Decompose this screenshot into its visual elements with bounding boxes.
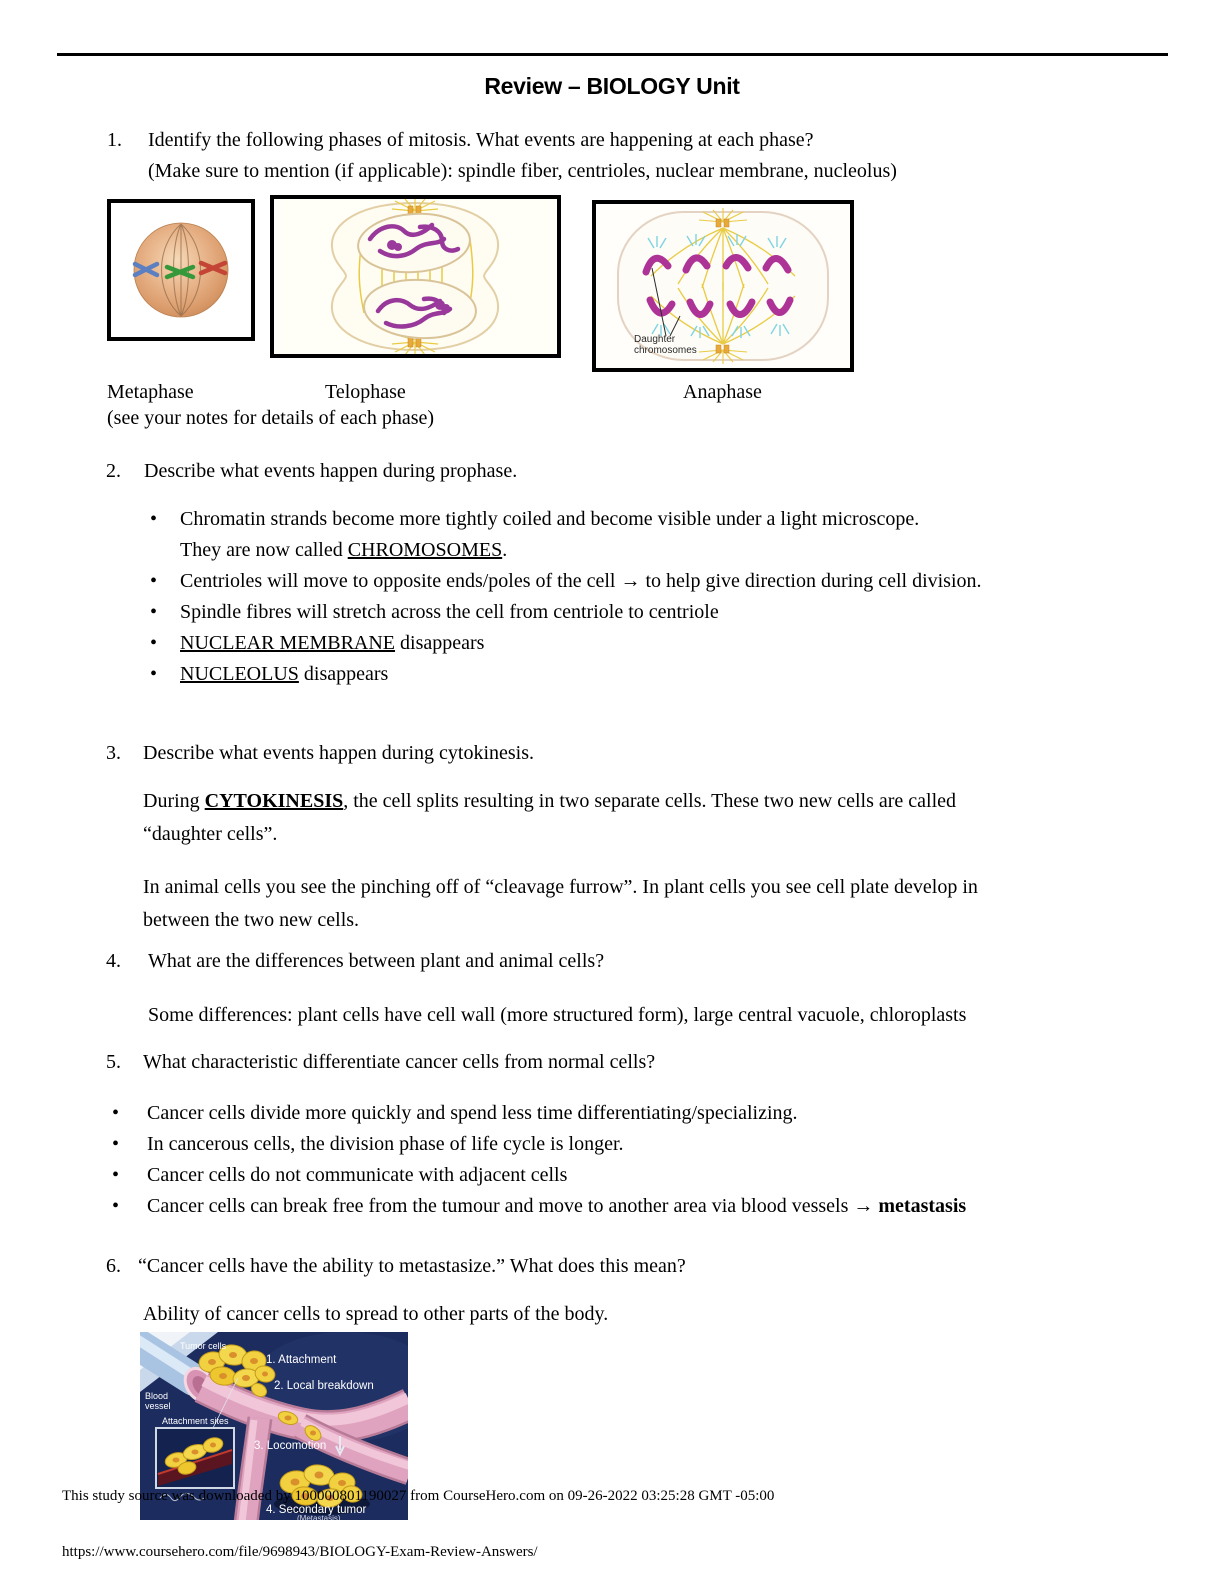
top-rule [57,53,1168,56]
bullet-item [112,1160,1162,1191]
question-2 [106,456,1126,487]
bullet-item [112,1098,1162,1129]
bullet-text [180,628,484,659]
step-2-label: 2. Local breakdown [274,1380,374,1392]
attachment-sites-label: Attachment sites [162,1416,229,1426]
anaphase-image [592,200,854,372]
bullet-item [150,628,1160,659]
question-4-answer: Some differences: plant cells have cell wall (more structured form), large central vacuole, chloroplasts [148,1004,967,1026]
question-3-answer-1 [143,785,1153,851]
bullet-5-underlined: NUCLEOLUS [180,663,299,685]
question-6-number: 6. [106,1255,121,1277]
question-5-bullets [112,1098,1162,1222]
bullet-4-underlined: NUCLEAR MEMBRANE [180,632,396,654]
q3-p1-keyword: CYTOKINESIS [204,790,344,812]
question-4-text: What are the differences between plant and animal cells? [148,950,605,972]
annotation-label-line2: chromosomes [634,345,697,356]
bullet-text: Cancer cells divide more quickly and spend less time differentiating/specializing. [147,1102,798,1124]
bullet-glyph: • [150,663,158,685]
q5-b4-keyword: metastasis [878,1195,967,1217]
question-5-number: 5. [106,1051,121,1073]
question-3-text: Describe what events happen during cytokinesis. [143,742,535,764]
bullet-item [150,566,1160,597]
bullet-text: In cancerous cells, the division phase of life cycle is longer. [147,1133,624,1155]
bullet-text [180,504,919,566]
bullet-text: Centrioles will move to opposite ends/poles of the cell → to help give direction during cell division. [180,570,982,592]
q3-p1-pre: During [143,790,205,812]
step-1-label: 1. Attachment [266,1354,337,1366]
question-1 [107,125,1127,187]
step-4-sublabel: (Metastasis) [297,1514,341,1520]
question-4 [106,946,1126,977]
label-anaphase: Anaphase [683,381,762,403]
label-telophase: Telophase [325,381,406,403]
metaphase-image [107,199,255,341]
bullet-glyph: • [150,632,158,654]
bullet-glyph: • [150,601,158,623]
bullet-1-line2-pre: They are now called [180,539,348,561]
question-3 [106,738,1126,769]
bullet-glyph: • [112,1133,120,1155]
bullet-item [112,1129,1162,1160]
bullet-text: Cancer cells do not communicate with adjacent cells [147,1164,568,1186]
bullet-1-line2-post: . [502,539,508,561]
step-3-label: 3. Locomotion [254,1440,327,1452]
blood-vessel-label-line2: vessel [145,1401,171,1411]
bullet-item [150,659,1160,690]
question-3-answer-2 [143,871,1153,937]
q3-p2-line2: between the two new cells. [143,909,360,931]
metaphase-diagram [111,203,251,337]
bullet-glyph: • [150,508,158,530]
label-metaphase: Metaphase [107,381,194,403]
question-5 [106,1047,1126,1078]
telophase-diagram [274,199,557,354]
phase-note: (see your notes for details of each phase) [107,407,435,429]
bullet-text: Spindle fibres will stretch across the cell from centriole to centriole [180,601,719,623]
bullet-item [112,1191,1162,1222]
bullet-1-line2-underlined: CHROMOSOMES [347,539,503,561]
footer-url: https://www.coursehero.com/file/9698943/BIOLOGY-Exam-Review-Answers/ [62,1544,538,1560]
inset-box [156,1428,234,1488]
footer-download-note: This study source was downloaded by 100000801190027 from CourseHero.com on 09-26-2022 03:25:28 GMT -05:00 [62,1488,775,1504]
bullet-5-post: disappears [298,663,389,685]
question-2-number: 2. [106,460,121,482]
question-1-line2: (Make sure to mention (if applicable): spindle fiber, centrioles, nuclear membrane, nucleolus) [148,160,897,182]
step-4-label: 4. Secondary tumor [266,1504,367,1516]
bullet-text [147,1191,966,1222]
question-3-number: 3. [106,742,121,764]
bullet-4-post: disappears [395,632,485,654]
blood-vessel-label-line1: Blood [145,1391,169,1401]
q3-p2-line1: In animal cells you see the pinching off of “cleavage furrow”. In plant cells you see cell plate develop in [143,876,978,898]
bullet-glyph: • [112,1164,120,1186]
bullet-glyph: • [112,1195,120,1217]
question-4-number: 4. [106,950,121,972]
bullet-1-line1: Chromatin strands become more tightly coiled and become visible under a light microscope. [180,508,920,530]
q3-p1-post: , the cell splits resulting in two separate cells. These two new cells are called [343,790,957,812]
question-2-text: Describe what events happen during prophase. [144,460,518,482]
question-6 [106,1251,1126,1282]
page-title: Review – BIOLOGY Unit [484,73,740,99]
bullet-glyph: • [112,1102,120,1124]
question-1-text [148,125,897,187]
question-1-line1: Identify the following phases of mitosis. What events are happening at each phase? [148,129,814,151]
question-6-answer: Ability of cancer cells to spread to other parts of the body. [143,1303,609,1325]
anaphase-diagram [596,204,850,368]
annotation-label-line1: Daughter [634,334,676,345]
bullet-text [180,659,388,690]
question-5-text: What characteristic differentiate cancer cells from normal cells? [143,1051,656,1073]
q3-p1-line2: “daughter cells”. [143,823,278,845]
question-1-number: 1. [107,129,122,151]
tumor-cells-label: Tumor cells [180,1341,227,1351]
telophase-image [270,195,561,358]
question-6-text: “Cancer cells have the ability to metastasize.” What does this mean? [138,1255,686,1277]
bullet-item [150,597,1160,628]
question-2-bullets [150,504,1160,690]
q5-b4-pre: Cancer cells can break free from the tumour and move to another area via blood vessels → [147,1195,879,1217]
bullet-item [150,504,1160,566]
bullet-glyph: • [150,570,158,592]
